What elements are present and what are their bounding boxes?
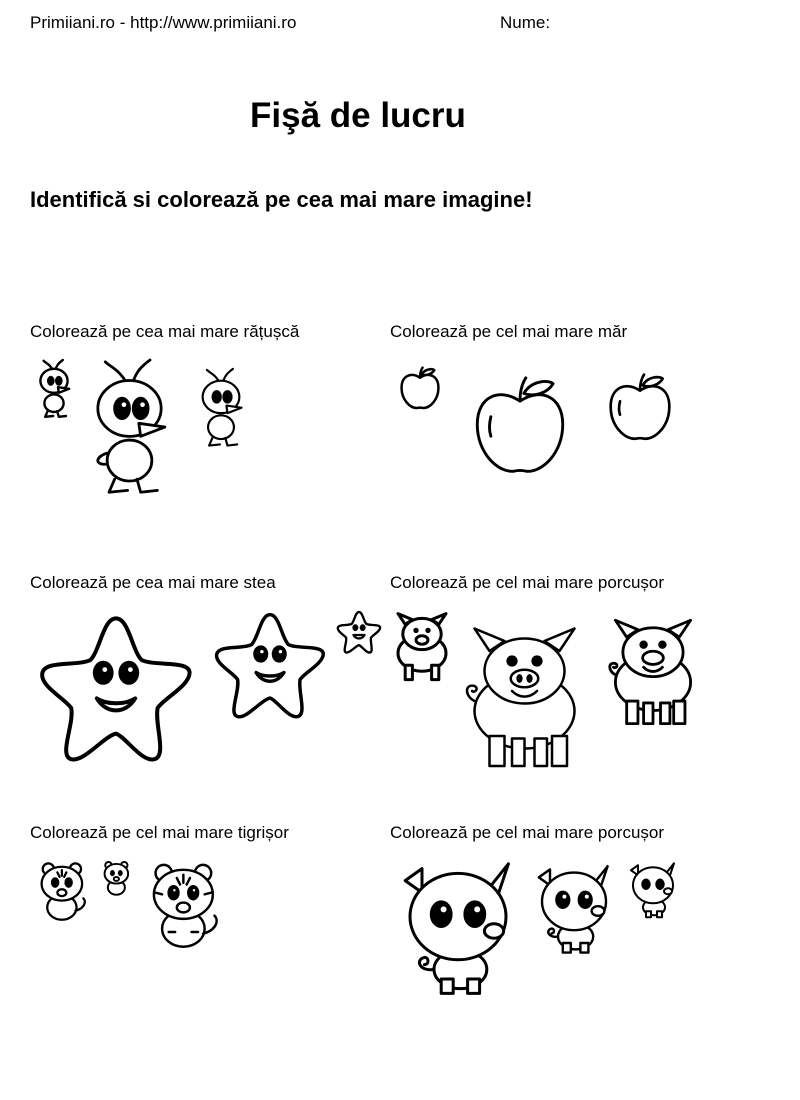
pig-head-small-drawing[interactable] (628, 860, 678, 920)
exercise-caption-apple: Colorează pe cel mai mare măr (390, 322, 628, 341)
tiger-cub-medium-drawing[interactable] (34, 860, 92, 922)
pig-large-drawing[interactable] (462, 612, 587, 780)
exercise-caption-star: Colorează pe cea mai mare stea (30, 573, 276, 592)
duckling-medium-drawing[interactable] (194, 360, 248, 456)
exercise-caption-pig: Colorează pe cel mai mare porcușor (390, 573, 665, 592)
pig-medium-drawing[interactable] (606, 612, 700, 730)
exercise-caption-tiger-cub: Colorează pe cel mai mare tigrișor (30, 823, 289, 842)
pig-small-drawing[interactable] (392, 610, 452, 682)
worksheet-title: Fişă de lucru (250, 96, 466, 135)
apple-large-drawing[interactable] (470, 374, 570, 476)
exercise-caption-pig-2: Colorează pe cel mai mare porcușor (390, 823, 665, 842)
star-large-drawing[interactable] (36, 612, 196, 764)
duckling-small-drawing[interactable] (34, 360, 74, 418)
tiger-cub-small-drawing[interactable] (100, 860, 134, 896)
apple-small-drawing[interactable] (399, 366, 441, 410)
duckling-large-drawing[interactable] (82, 360, 177, 495)
apple-medium-drawing[interactable] (606, 372, 674, 442)
exercise-caption-duckling: Colorează pe cea mai mare rățușcă (30, 322, 300, 341)
star-small-drawing[interactable] (336, 610, 382, 654)
star-medium-drawing[interactable] (212, 610, 328, 720)
instruction-text: Identifică si colorează pe cea mai mare imagine! (30, 187, 533, 212)
tiger-cub-large-drawing[interactable] (144, 860, 226, 950)
site-header: Primiiani.ro - http://www.primiiani.ro (30, 13, 297, 32)
pig-head-large-drawing[interactable] (398, 858, 518, 998)
name-label: Nume: (500, 13, 551, 32)
pig-head-medium-drawing[interactable] (534, 860, 614, 958)
